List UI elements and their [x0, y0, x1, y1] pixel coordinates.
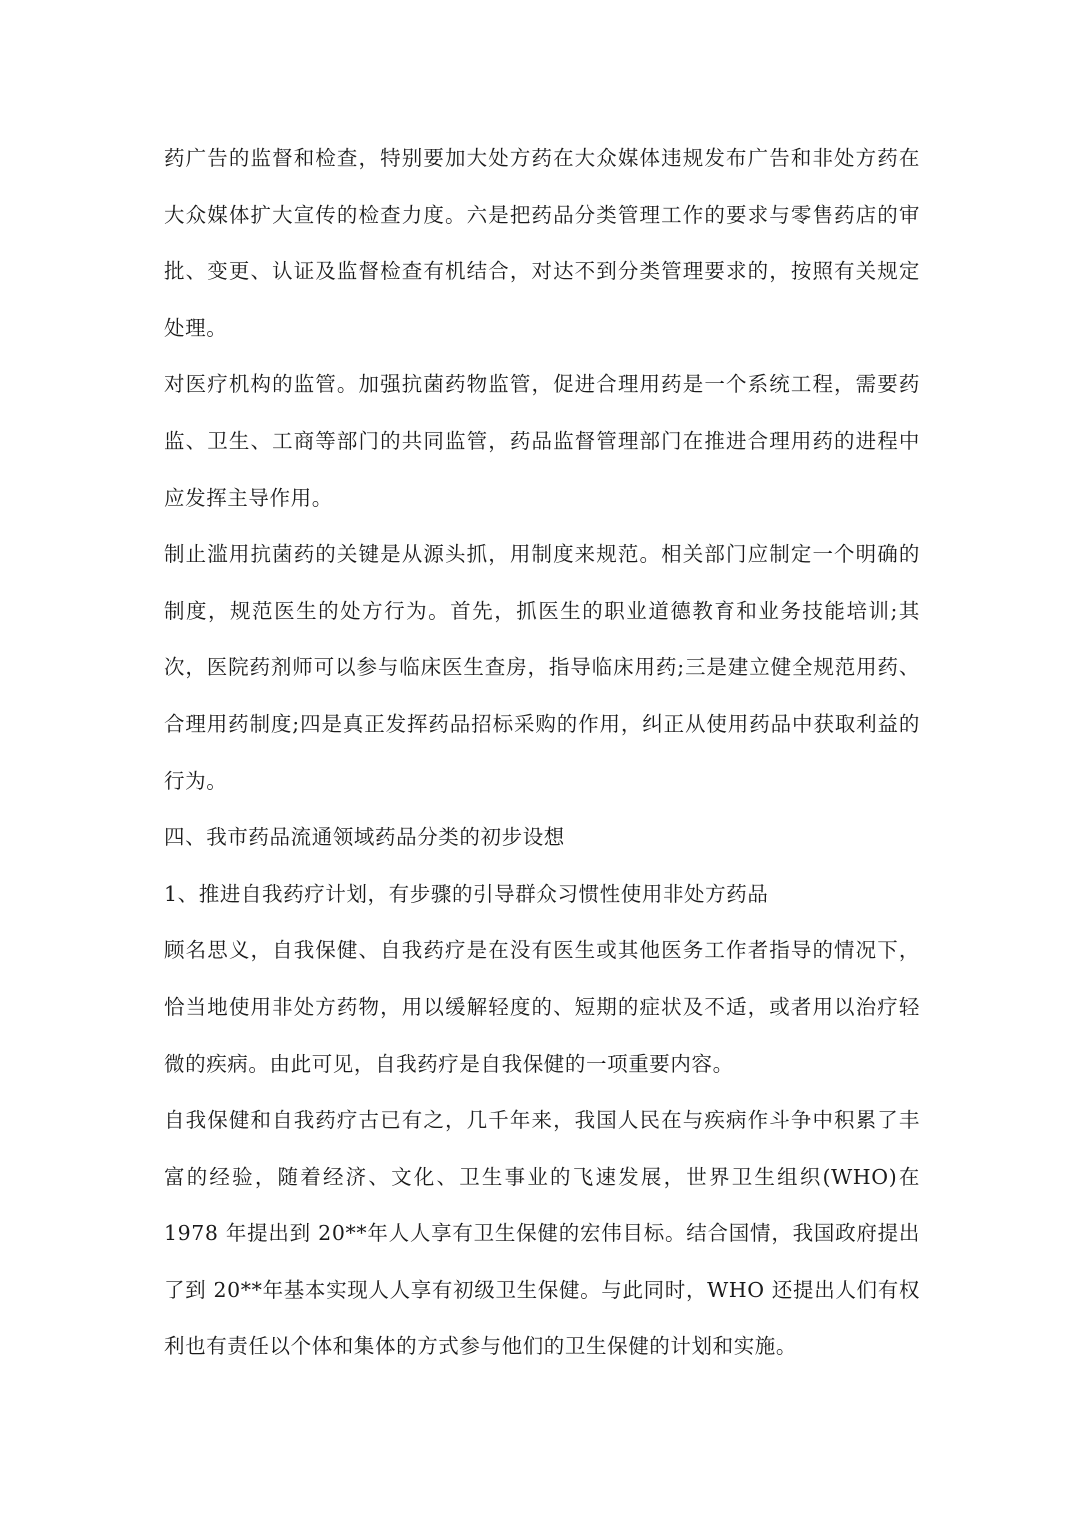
paragraph-self-medication-definition: 顾名思义，自我保健、自我药疗是在没有医生或其他医务工作者指导的情况下，恰当地使用非处方药物，用以缓解轻度的、短期的症状及不适，或者用以治疗轻微的疾病。由此可见，自我药疗是自我保健的一项重要内容。 — [164, 938, 920, 1076]
paragraph-regulation-inspection: 药广告的监督和检查，特别要加大处方药在大众媒体违规发布广告和非处方药在大众媒体扩大宣传的检查力度。六是把药品分类管理工作的要求与零售药店的审批、变更、认证及监督检查有机结合，对达不到分类管理要求的，按照有关规定处理。 — [164, 146, 920, 340]
paragraph-medical-institution-supervision: 对医疗机构的监管。加强抗菌药物监管，促进合理用药是一个系统工程，需要药监、卫生、工商等部门的共同监管，药品监督管理部门在推进合理用药的进程中应发挥主导作用。 — [164, 372, 920, 510]
paragraph-self-care-history: 自我保健和自我药疗古已有之，几千年来，我国人民在与疾病作斗争中积累了丰富的经验，随着经济、文化、卫生事业的飞速发展，世界卫生组织(WHO)在 1978 年提出到 20**年人人享有卫生保健的宏伟目标。结合国情，我国政府提出了到 20**年基本实现人人享有初级卫生保健。与此同时，WHO 还提出人们有权利也有责任以个体和集体的方式参与他们的卫生保健的计划和实施。 — [164, 1108, 920, 1359]
paragraph-antibiotic-abuse: 制止滥用抗菌药的关键是从源头抓，用制度来规范。相关部门应制定一个明确的制度，规范医生的处方行为。首先，抓医生的职业道德教育和业务技能培训;其次，医院药剂师可以参与临床医生查房，指导临床用药;三是建立健全规范用药、合理用药制度;四是真正发挥药品招标采购的作用，纠正从使用药品中获取利益的行为。 — [164, 542, 920, 793]
document-body — [164, 130, 920, 1375]
subsection-heading-one: 1、推进自我药疗计划，有步骤的引导群众习惯性使用非处方药品 — [164, 881, 769, 906]
section-heading-four: 四、我市药品流通领域药品分类的初步设想 — [164, 825, 565, 850]
